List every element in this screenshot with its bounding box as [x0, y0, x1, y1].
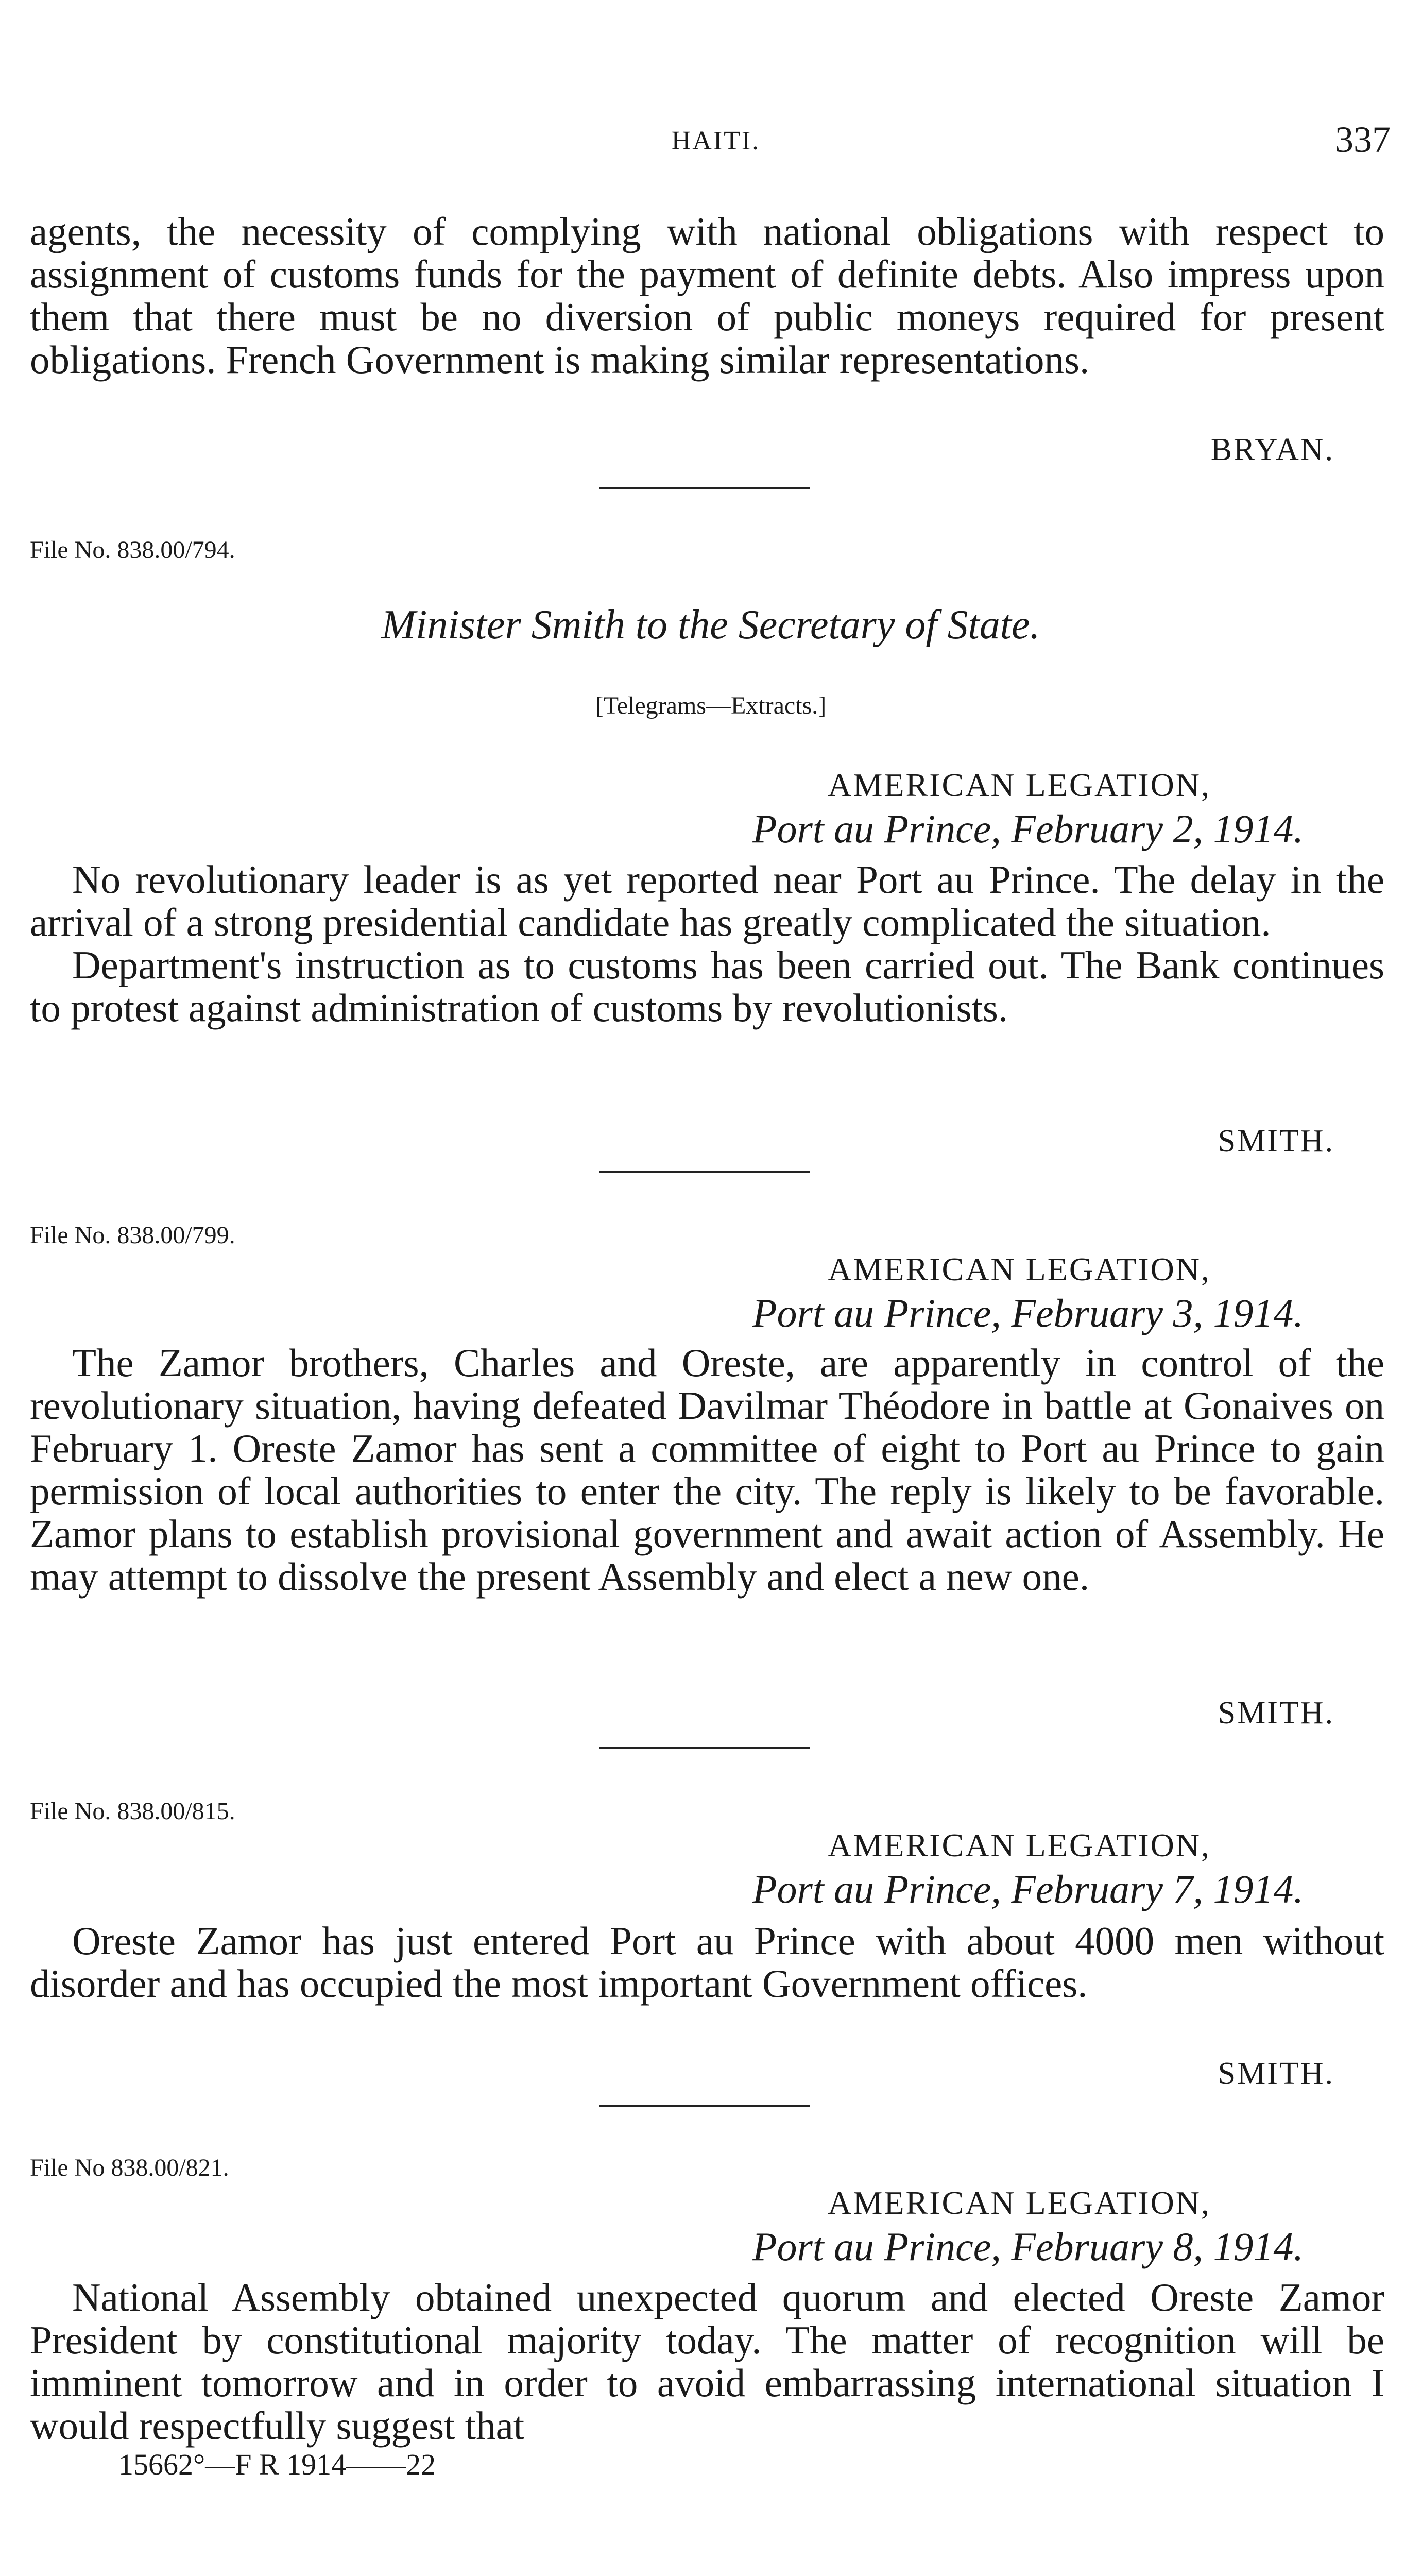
signature-smith: SMITH. [1218, 1124, 1334, 1159]
telegram-address [510, 764, 1334, 851]
opening-paragraph [30, 210, 1384, 381]
section-divider [599, 2105, 810, 2107]
document-title: Minister Smith to the Secretary of State. [381, 602, 1040, 648]
telegram-body [30, 1920, 1384, 2005]
paragraph: No revolutionary leader is as yet reported near Port au Prince. The delay in the arrival of a strong presidential candidate has greatly complicated the situation. [30, 857, 1384, 944]
signature-smith: SMITH. [1218, 1696, 1334, 1731]
paragraph: agents, the necessity of complying with national obligations with respect to assignment of customs funds for the payment of definite debts. Also impress upon them that there must be no diversion of public moneys required for present obligations. French Government is making similar representations. [30, 209, 1384, 382]
paragraph: National Assembly obtained unexpected quorum and elected Oreste Zamor President by constitutional majority today. The matter of recognition will be imminent tomorrow and in order to avoid embarrassing international situation I would respectfully suggest that [30, 2275, 1384, 2448]
legation-name: AMERICAN LEGATION, [828, 1251, 1211, 1287]
section-divider [599, 1747, 810, 1749]
telegram-date: Port au Prince, February 7, 1914. [752, 1867, 1304, 1911]
telegram-date: Port au Prince, February 8, 1914. [752, 2224, 1304, 2269]
paragraph: Oreste Zamor has just entered Port au Prince with about 4000 men without disorder and has occupied the most important Government offices. [30, 1919, 1384, 2006]
file-number: File No. 838.00/799. [30, 1222, 235, 1249]
legation-name: AMERICAN LEGATION, [828, 767, 1211, 803]
document-subtitle: [Telegrams—Extracts.] [595, 692, 827, 719]
signature-bryan: BRYAN. [1210, 432, 1334, 467]
telegram-address [510, 1824, 1334, 1911]
file-number: File No. 838.00/815. [30, 1798, 235, 1825]
file-number: File No 838.00/821. [30, 2154, 229, 2181]
telegram-body [30, 2276, 1384, 2447]
printer-signature-mark: 15662°—F R 1914——22 [118, 2448, 436, 2481]
section-divider [599, 1171, 810, 1173]
telegram-date: Port au Prince, February 3, 1914. [752, 1291, 1304, 1335]
telegram-body [30, 858, 1384, 1029]
section-divider [599, 487, 810, 489]
legation-name: AMERICAN LEGATION, [828, 2184, 1211, 2221]
telegram-body [30, 1342, 1384, 1598]
legation-name: AMERICAN LEGATION, [828, 1827, 1211, 1863]
paragraph: The Zamor brothers, Charles and Oreste, are apparently in control of the revolutionary situation, having defeated Davilmar Théodore in battle at Gonaives on February 1. Oreste Zamor has sent a committee of eight to Port au Prince to gain permission of local authorities to enter the city. The reply is likely to be favorable. Zamor plans to establish provisional government and await action of Assembly. He may attempt to dissolve the present Assembly and elect a new one. [30, 1341, 1384, 1599]
file-number: File No. 838.00/794. [30, 536, 235, 564]
paragraph: Department's instruction as to customs has been carried out. The Bank continues to protest against administration of customs by revolutionists. [30, 943, 1384, 1030]
telegram-date: Port au Prince, February 2, 1914. [752, 806, 1304, 851]
telegram-address [510, 1248, 1334, 1335]
page-number: 337 [1335, 119, 1391, 160]
signature-smith: SMITH. [1218, 2056, 1334, 2091]
telegram-address [510, 2181, 1334, 2269]
running-header: HAITI. [671, 126, 761, 156]
